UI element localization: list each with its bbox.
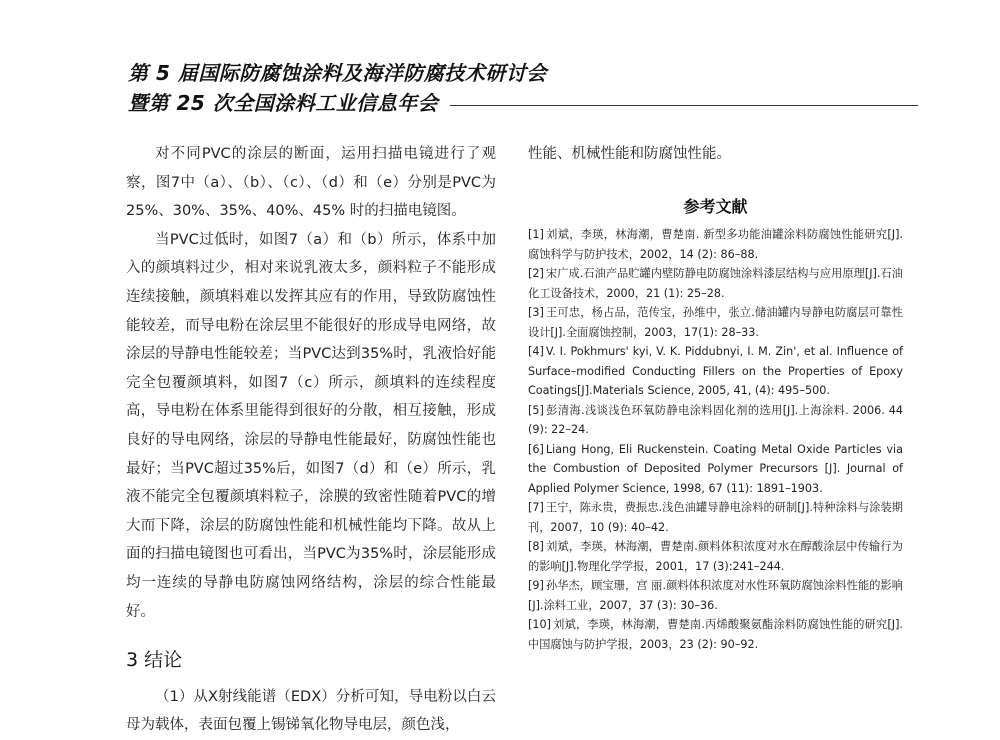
- reference-number: [8]: [528, 540, 544, 553]
- reference-number: [7]: [528, 501, 544, 514]
- reference-number: [5]: [528, 403, 544, 417]
- reference-text: 刘斌，李瑛，林海潮，曹楚南.丙烯酸聚氨酯涂料防腐蚀性能的研究[J].中国腐蚀与防护学报，2003，23 (2): 90–92.: [528, 618, 903, 651]
- paragraph-sem-observation: 对不同PVC的涂层的断面，运用扫描电镜进行了观察，图7中（a）、（b）、（c）、（d）和（e）分别是PVC为25%、30%、35%、40%、45% 时的扫描电镜图。: [126, 146, 496, 220]
- reference-item: [528, 440, 903, 499]
- reference-item: [528, 342, 903, 401]
- reference-text: 彭清海.浅谈浅色环氧防静电涂料固化剂的选用[J].上海涂料. 2006. 44 (9): 22–24.: [528, 403, 903, 436]
- reference-number: [4]: [528, 345, 544, 358]
- reference-text: 宋广成.石油产品贮罐内壁防静电防腐蚀涂料漆层结构与应用原理[J].石油化工设备技术，2000，21 (1): 25–28.: [528, 267, 903, 300]
- reference-item: [528, 537, 903, 576]
- paragraph-pvc-analysis: 当PVC过低时，如图7（a）和（b）所示，体系中加入的颜填料过少，相对来说乳液太多，颜料粒子不能形成连续接触，颜填料难以发挥其应有的作用，导致防腐蚀性能较差，而导电粉在涂层里不能很好的形成导电网络，故涂层的导静电性能较差；当PVC达到35%时，乳液恰好能完全包覆颜填料，如图7（c）所示，颜填料的连续程度高，导电粉在体系里能得到很好的分散，相互接触，形成良好的导电网络，涂层的导静电性能最好，防腐蚀性能也最好；当PVC超过35%后，如图7（d）和（e）所示，乳液不能完全包覆颜填料粒子，涂膜的致密性随着PVC的增大而下降，涂层的防腐蚀性能和机械性能均下降。故从上面的扫描电镜图也可看出，当PVC为35%时，涂层能形成均一连续的导静电防腐蚀网络结构，涂层的综合性能最好。: [126, 231, 496, 620]
- header-rule: [450, 105, 918, 106]
- reference-text: V. I. Pokhmurs' kyi, V. K. Piddubnyi, I. M. Zin', et al. Influence of Surface–modified Conducting Fillers on the Properties of Epoxy Coatings[J].Materials Science, 2005, 41, (4): 495–500.: [528, 345, 903, 397]
- reference-item: [528, 401, 903, 440]
- reference-number: [3]: [528, 306, 544, 319]
- reference-text: 王可忠，杨占品，范传宝，孙维中，张立.储油罐内导静电防腐层可靠性设计[J].全面腐蚀控制，2003，17(1): 28–33.: [528, 306, 903, 339]
- reference-item: [528, 303, 903, 342]
- reference-text: 王宁，陈永贵，费振忠.浅色油罐导静电涂料的研制[J].特种涂料与涂装期刊，2007，10 (9): 40–42.: [528, 501, 903, 534]
- reference-list: [528, 225, 903, 654]
- reference-number: [6]: [528, 442, 544, 456]
- paragraph-continuation: 性能、机械性能和防腐蚀性能。: [528, 146, 731, 162]
- reference-item: [528, 576, 903, 615]
- header-title-line2: 暨第 25 次全国涂料工业信息年会: [128, 91, 439, 115]
- reference-text: 孙华杰，顾宝珊，宫 丽.颜料体积浓度对水性环氧防腐蚀涂料性能的影响[J].涂料工业，2007，37 (3): 30–36.: [528, 579, 903, 612]
- right-column: [528, 140, 903, 654]
- reference-item: [528, 225, 903, 264]
- header-title-line1: 第 5 届国际防腐蚀涂料及海洋防腐技术研讨会: [128, 61, 547, 85]
- reference-item: [528, 498, 903, 537]
- reference-item: [528, 264, 903, 303]
- section-title-conclusion: 3 结论: [126, 649, 183, 672]
- left-column: [126, 140, 496, 740]
- running-header: [128, 58, 918, 118]
- reference-number: [1]: [528, 228, 544, 241]
- reference-number: [2]: [528, 267, 544, 280]
- paragraph-conclusion-1: （1）从X射线能谱（EDX）分析可知，导电粉以白云母为载体，表面包覆上锡锑氧化物导电层，颜色浅，: [126, 688, 496, 734]
- reference-item: [528, 615, 903, 654]
- references-title: 参考文献: [683, 197, 748, 216]
- reference-text: Liang Hong, Eli Ruckenstein. Coating Metal Oxide Particles via the Combustion of Deposited Polymer Precursors [J]. Journal of Applied Polymer Science, 1998, 67 (11): 1891–1903.: [528, 442, 903, 495]
- reference-number: [9]: [528, 579, 544, 592]
- header-row2: [128, 88, 918, 118]
- reference-text: 刘斌，李瑛，林海潮，曹楚南.颜料体积浓度对水在醇酸涂层中传输行为的影响[J].物理化学学报，2001，17 (3):241–244.: [528, 540, 903, 573]
- reference-number: [10]: [528, 618, 551, 631]
- reference-text: 刘斌，李瑛，林海潮，曹楚南. 新型多功能油罐涂料防腐蚀性能研究[J].腐蚀科学与防护技术，2002，14 (2): 86–88.: [528, 228, 903, 261]
